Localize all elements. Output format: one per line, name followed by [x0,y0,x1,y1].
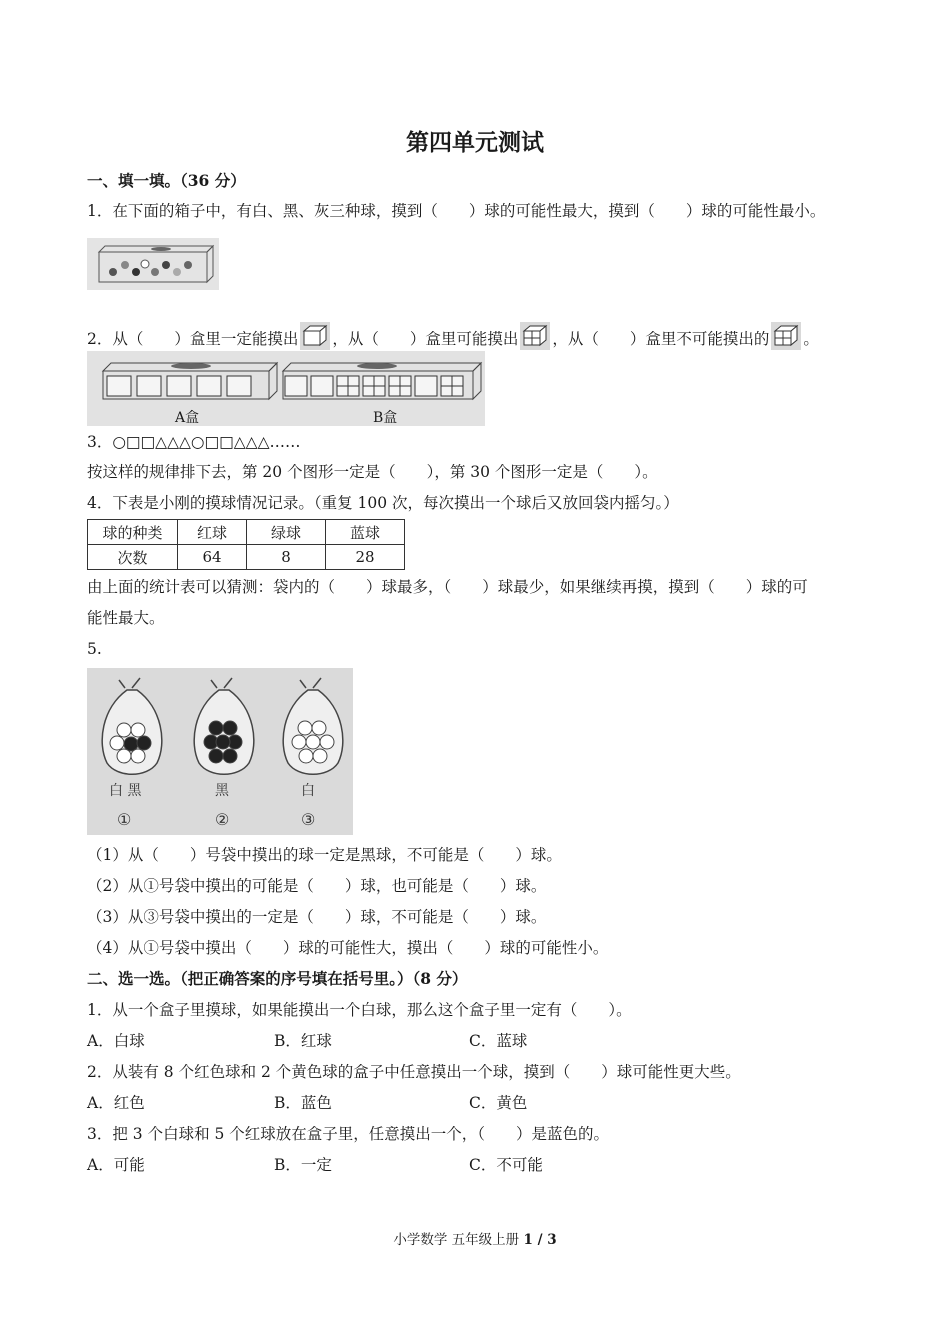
bag-2-label: 黑 [215,783,229,799]
question-2-part4: 。 [803,330,819,348]
question-3-text: 按这样的规律排下去，第 20 个图形一定是（ ），第 30 个图形一定是（ ）。 [87,463,658,481]
table-cell: 绿球 [247,520,326,545]
table-row [88,545,405,570]
table-cell: 28 [326,545,405,570]
bag-2-number: ② [215,810,230,829]
question-5-sub-1: （1）从（ ）号袋中摸出的球一定是黑球，不可能是（ ）球。 [87,846,562,864]
bag-1-label: 白 黑 [109,783,142,799]
question-5-sub-3: （3）从③号袋中摸出的一定是（ ）球，不可能是（ ）球。 [87,908,547,926]
table-cell: 蓝球 [326,520,405,545]
question-4-intro: 4．下表是小刚的摸球情况记录。（重复 100 次，每次摸出一个球后又放回袋内摇匀。） [87,494,679,512]
question-2-part1: 2．从（ ）盒里一定能摸出 [87,330,299,348]
question-3-pattern: 3．○□□△△△○□□△△△…… [87,433,301,451]
section1-heading: 一、填一填。（36 分） [87,171,246,190]
choice-option-a: A．可能 [87,1156,145,1174]
bags-image [87,668,353,835]
plain-cube-icon [300,322,330,350]
table-cell: 红球 [178,520,247,545]
bag-1-number: ① [117,810,132,829]
grid-cube-icon [520,322,550,350]
question-5-sub-2: （2）从①号袋中摸出的可能是（ ）球，也可能是（ ）球。 [87,877,547,895]
question-2 [87,322,819,350]
table-header-row [88,520,405,545]
grid-cube-icon [771,322,801,350]
question-2-part2: ，从（ ）盒里可能摸出 [332,330,519,348]
choice-question-2: 2．从装有 8 个红色球和 2 个黄色球的盒子中任意摸出一个球，摸到（ ）球可能性更大些。 [87,1063,741,1081]
question-1: 1．在下面的箱子中，有白、黑、灰三种球，摸到（ ）球的可能性最大，摸到（ ）球的可能性最小。 [87,202,826,220]
bag-3-label: 白 [301,783,315,799]
choice-question-1: 1．从一个盒子里摸球，如果能摸出一个白球，那么这个盒子里一定有（ ）。 [87,1001,632,1019]
box-b-label: B盒 [373,410,398,426]
ball-box-image [87,238,219,290]
choice-option-a: A．红色 [87,1094,145,1112]
question-4-line1: 由上面的统计表可以猜测：袋内的（ ）球最多，（ ）球最少，如果继续再摸，摸到（ ）球的可 [87,578,808,596]
choice-option-c: C．黄色 [469,1094,528,1112]
question-4-line2: 能性最大。 [87,609,165,627]
box-a-label: A盒 [175,410,200,426]
choice-option-b: B．蓝色 [274,1094,332,1112]
ball-record-table [87,519,405,570]
choice-option-a: A．白球 [87,1032,145,1050]
page-number: 1 / 3 [523,1232,557,1248]
table-cell: 64 [178,545,247,570]
bag-3-number: ③ [301,810,316,829]
question-5-number: 5. [87,640,102,658]
choice-option-c: C．蓝球 [469,1032,528,1050]
choice-option-b: B．红球 [274,1032,332,1050]
question-5-sub-4: （4）从①号袋中摸出（ ）球的可能性大，摸出（ ）球的可能性小。 [87,939,609,957]
choice-question-3: 3．把 3 个白球和 5 个红球放在盒子里，任意摸出一个，（ ）是蓝色的。 [87,1125,610,1143]
choice-option-c: C．不可能 [469,1156,543,1174]
table-cell: 次数 [88,545,178,570]
section2-heading: 二、选一选。（把正确答案的序号填在括号里。）（8 分） [87,969,468,988]
footer-text: 小学数学 五年级上册 [393,1232,524,1248]
table-cell: 8 [247,545,326,570]
question-2-part3: ，从（ ）盒里不可能摸出的 [552,330,770,348]
page-footer [0,1228,950,1248]
choice-option-b: B．一定 [274,1156,332,1174]
box-a-b-image [87,351,485,426]
page-title: 第四单元测试 [406,129,544,156]
table-cell: 球的种类 [88,520,178,545]
